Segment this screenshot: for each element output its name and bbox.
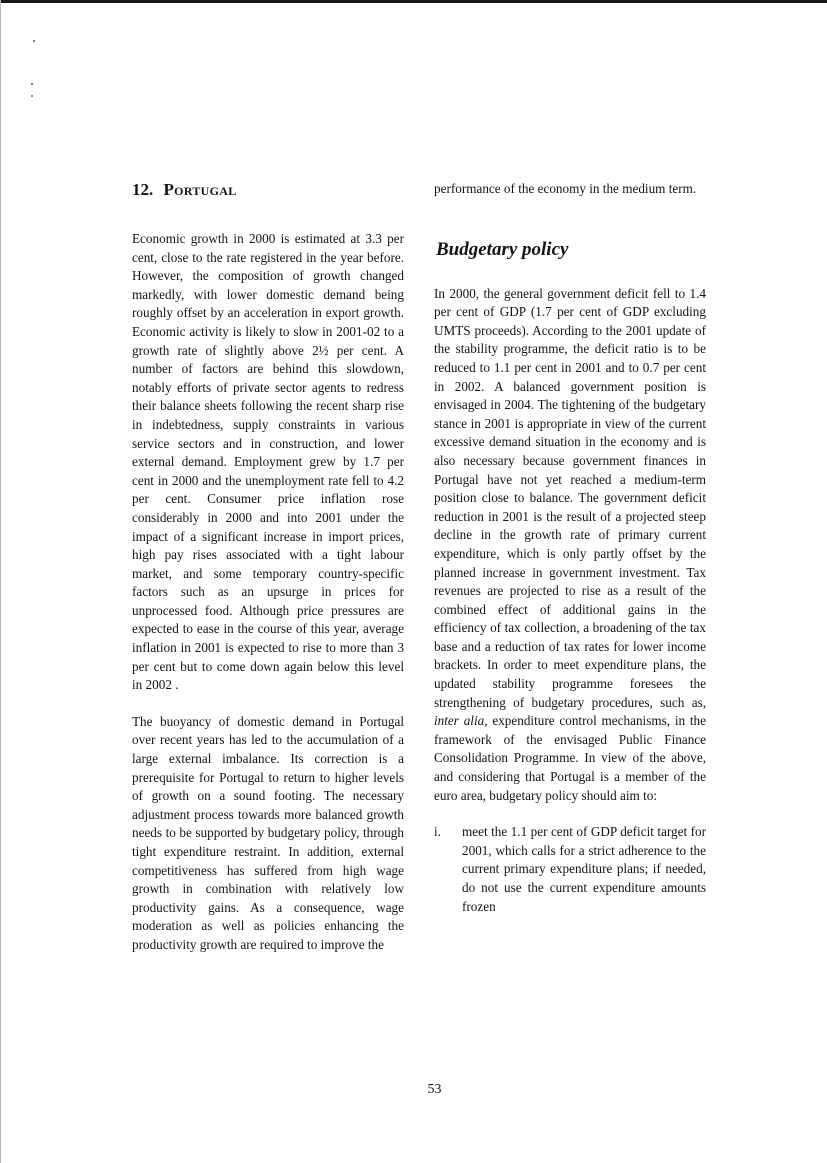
paragraph-budgetary-policy [434, 285, 706, 806]
paragraph-continuation: performance of the economy in the medium term. [434, 181, 697, 196]
page-number: 53 [427, 1082, 442, 1097]
paragraph-budgetary-text-b: expenditure control mechanisms, in the framework of the envisaged Public Finance Consolidation Programme. In view of the above, and considering that Portugal is a member of the euro area, budgetary policy should aim to: [434, 713, 706, 803]
section-heading [132, 180, 404, 200]
scan-speck [33, 40, 35, 42]
list-marker: i. [434, 824, 441, 840]
paragraph-budgetary-text-a: In 2000, the general government deficit fell to 1.4 per cent of GDP (1.7 per cent of GDP excluding UMTS proceeds). According to the 2001 update of the stability programme, the deficit ratio is to be reduced to 1.1 per cent in 2001 and to 0.7 per cent in 2002. A balanced government position is envisaged in 2004. The tightening of the budgetary stance in 2001 is appropriate in view of the current excessive demand situation in the economy and is also necessary because government finances in Portugal have not yet reached a medium-term position close to balance. The government deficit reduction in 2001 is the result of a projected steep decline in the growth rate of primary current expenditure, which is only partly offset by the planned increase in government investment. Tax revenues are projected to rise as a result of the combined effect of additional gains in the efficiency of tax collection, a broadening of the tax base and a reduction of tax rates for lower income brackets. In order to meet expenditure plans, the updated stability programme foresees the strengthening of budgetary procedures, such as, [434, 285, 706, 710]
left-border-rule [0, 0, 1, 1163]
scan-speck [31, 83, 33, 85]
list-item-text: meet the 1.1 per cent of GDP deficit target for 2001, which calls for a strict adherence to the current primary expenditure plans; if needed, do not use the current expenditure amounts frozen [462, 824, 706, 914]
left-column [132, 180, 404, 973]
section-number: 12. [132, 180, 154, 199]
list-item [434, 823, 706, 916]
italic-phrase: inter alia, [434, 713, 488, 729]
right-column [434, 180, 706, 916]
top-border-rule [0, 0, 827, 3]
section-title: Portugal [163, 180, 237, 199]
paragraph-economic-growth: Economic growth in 2000 is estimated at 3.3 per cent, close to the rate registered in the year before. However, the composition of growth changed markedly, with lower domestic demand being roughly offset by an acceleration in export growth. Economic activity is likely to slow in 2001-02 to a growth rate of slightly above 2½ per cent. A number of factors are behind this slowdown, notably efforts of private sector agents to redress their balance sheets following the recent sharp rise in indebtedness, supply constraints in various service sectors and in construction, and lower external demand. Employment grew by 1.7 per cent in 2000 and the unemployment rate fell to 4.2 per cent. Consumer price inflation rose considerably in 2000 and into 2001 under the impact of a significant increase in import prices, high pay rises associated with a tight labour market, and some temporary country-specific factors such as an upsurge in prices for unprocessed food. Although price pressures are expected to ease in the course of this year, average inflation in 2001 is expected to rise to more than 3 per cent but to come down again below this level in 2002 . [132, 231, 404, 693]
recommendation-list [434, 823, 706, 916]
subheading-budgetary-policy: Budgetary policy [436, 238, 569, 260]
paragraph-domestic-demand: The buoyancy of domestic demand in Portugal over recent years has led to the accumulation of a large external imbalance. Its correction is a prerequisite for Portugal to return to higher levels of growth on a sound footing. The necessary adjustment process towards more balanced growth needs to be supported by budgetary policy, through tight expenditure restraint. In addition, external competitiveness has suffered from high wage growth in combination with relatively low productivity gains. As a consequence, wage moderation as well as policies enhancing the productivity growth are required to improve the [132, 713, 404, 952]
scan-speck [31, 95, 33, 97]
